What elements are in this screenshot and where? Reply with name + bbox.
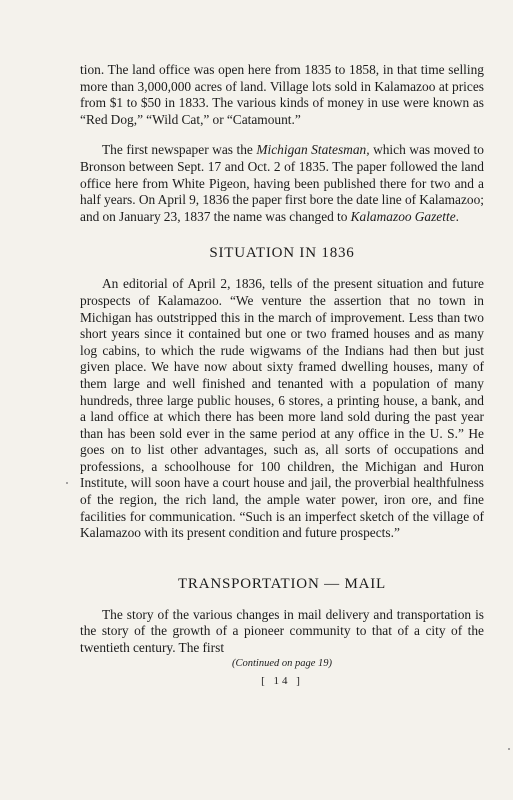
paragraph-text: The first newspaper was the <box>102 142 257 158</box>
print-speck <box>66 482 68 484</box>
section-heading-situation: SITUATION IN 1836 <box>209 245 355 262</box>
paragraph-land-office: tion. The land office was open here from 1835 to 1858, in that time selling more than 3,000,000 acres of land. Village lots sold in Kalamazoo at prices from $1 to $50 in 1833. The various kinds of money in use were known as “Red Dog,” “Wild Cat,” or “Catamount.” <box>80 62 484 127</box>
paragraph-text: which was moved to Bronson between Sept. 17 and Oct. 2 of 1835. The paper followed the land office here from White Pigeon, having been published there for two and a half years. On April 9, 1836 the paper first bore the date line of Kalamazoo; and on January 23, 1837 the name was changed to <box>80 142 484 224</box>
continued-note: (Continued on page 19) <box>231 657 333 669</box>
newspaper-title-gazette: Kalamazoo Gazette <box>350 208 456 224</box>
newspaper-title-statesman: Michigan Statesman, <box>256 142 370 158</box>
paragraph-transportation: The story of the various changes in mail delivery and transportation is the story of the growth of a pioneer community to that of a city of the twentieth century. The first <box>80 606 484 656</box>
page-number: [ 14 ] <box>261 674 303 687</box>
print-speck <box>508 748 510 750</box>
paragraph-first-newspaper <box>80 142 484 225</box>
paragraph-text: . <box>455 208 459 224</box>
section-heading-transportation: TRANSPORTATION — MAIL <box>177 575 387 592</box>
paragraph-editorial: An editorial of April 2, 1836, tells of the present situation and future prospects of Kalamazoo. “We venture the assertion that no town in Michigan has outstripped this in the march of improvement. Less than two short years since it contained but one or two framed houses and as many log cabins, to which the rude wigwams of the Indians had then but just given place. We have now about sixty framed dwelling houses, many of them large and well finished and tenanted with a population of many hundreds, three large public houses, 6 stores, a printing house, a bank, and a land office at which there has been more land sold during the past year than has been sold ever in the same period at any office in the U. S.” He goes on to list other advantages, such as, all sorts of occupations and professions, a schoolhouse for 100 children, the Michigan and Huron Institute, will soon have a court house and jail, the proverbial healthfulness of the region, the rich land, the ample water power, iron ore, and fine facilities for communication. “Such is an imperfect sketch of the village of Kalamazoo with its present condition and future prospects.” <box>80 276 484 541</box>
book-page <box>80 62 484 687</box>
